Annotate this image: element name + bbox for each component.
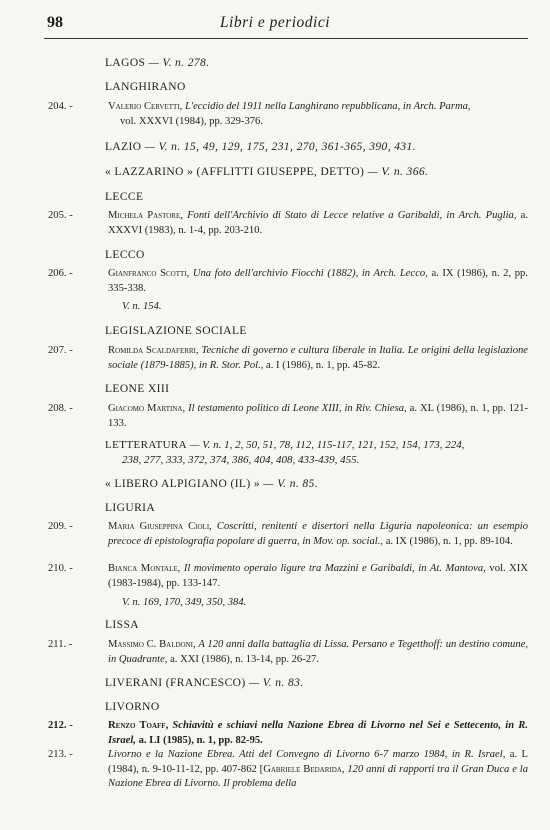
entry-210 — [0, 562, 550, 591]
page-number: 98 — [47, 14, 63, 31]
entry-details: a. IX (1986), n. 1, pp. 89-104. — [385, 535, 513, 547]
heading-livorno — [105, 700, 160, 714]
running-title: Libri e periodici — [219, 14, 331, 31]
heading-label: LAZIO — [105, 141, 142, 153]
heading-xref: — V. n. 366. — [367, 166, 429, 178]
entry-205 — [0, 209, 550, 238]
heading-label: « LAZZARINO » (AFFLITTI GIUSEPPE, DETTO) — [105, 166, 365, 178]
entry-details: a. I (1986), n. 1, pp. 45-82. — [266, 359, 381, 371]
entry-source: in Quadrante, — [108, 653, 168, 665]
entry-number: 209. - — [48, 521, 73, 532]
entry-number: 212. - — [48, 720, 73, 731]
entry-207 — [0, 344, 550, 373]
heading-xref: — V. n. 278. — [148, 57, 210, 69]
entry-source: in R. Israel, — [108, 720, 528, 746]
entry-number: 213. - — [48, 749, 73, 760]
heading-lecco — [105, 248, 145, 262]
entry-author: Romilda Scaldaferri, — [108, 345, 199, 356]
entry-details: a. XXI (1986), n. 13-14, pp. 26-27. — [170, 653, 319, 665]
entry-title: Una foto dell'archivio Fiocchi (1882), — [192, 268, 359, 279]
entry-number: 210. - — [48, 563, 73, 574]
heading-lecce — [105, 190, 143, 204]
heading-letteratura — [105, 438, 528, 468]
entry-author: Renzo Toaff, — [108, 720, 169, 731]
entry-204 — [0, 100, 550, 129]
heading-label: LIVERANI (FRANCESCO) — [105, 677, 246, 689]
entry-author: Bianca Montale, — [108, 563, 181, 574]
entry-209 — [0, 520, 550, 549]
header-rule — [44, 38, 528, 39]
entry-details: a. XL (1986), n. 1, pp. 121-133. — [108, 403, 528, 429]
entry-title: Fonti dell'Archivio di Stato di Lecce relative a Garibaldi, — [187, 210, 443, 221]
entry-details: vol. XXXVI (1984), pp. 329-376. — [120, 115, 264, 127]
heading-xref: — V. n. 1, 2, 50, 51, 78, 112, 115-117, 121, 152, 154, 173, 224, — [189, 439, 465, 451]
heading-lagos — [105, 56, 209, 70]
entry-source: in Mov. op. social., — [302, 535, 384, 547]
entry-source: in Riv. Chiesa, — [344, 403, 407, 414]
entry-title: Coscritti, renitenti e disertori nella Liguria napoleonica: un esempio precoce di epistolografia popolare di guerra, — [108, 521, 529, 547]
heading-libero-alpigiano — [105, 477, 318, 491]
entry-title: A 120 anni dalla battaglia di Lissa. Persano e Tegetthoff: un destino comune, — [198, 639, 528, 650]
entry-title: Livorno e la Nazione Ebrea. Atti del Convegno di Livorno 6-7 marzo 1984, — [108, 749, 448, 760]
entry-number: 208. - — [48, 403, 73, 414]
heading-leone-xiii — [105, 382, 169, 396]
heading-label: LETTERATURA — [105, 439, 188, 451]
entry-details: a. LI (1985), n. 1, pp. 82-95. — [138, 734, 263, 746]
entry-title: L'eccidio del 1911 nella Langhirano repubblicana, — [184, 101, 401, 112]
entry-details: a. IX (1986), n. 2, pp. 335-338. — [108, 268, 528, 294]
entry-author: Giacomo Martina, — [108, 403, 186, 414]
entry-author: Michela Pastore, — [108, 210, 183, 221]
heading-lazio — [105, 140, 416, 154]
entry-208 — [0, 402, 550, 431]
entry-author: Maria Giuseppina Cioli, — [108, 521, 212, 532]
entry-source: in R. Israel, — [451, 749, 506, 760]
entry-206 — [0, 267, 550, 296]
xref-liguria: V. n. 169, 170, 349, 350, 384. — [122, 597, 247, 608]
heading-label: LAGOS — [105, 57, 146, 69]
heading-xref-continued: 238, 277, 333, 372, 374, 386, 404, 408, 433-439, 455. — [122, 454, 360, 466]
entry-number: 206. - — [48, 268, 73, 279]
heading-liverani — [105, 676, 304, 690]
heading-lissa — [105, 618, 139, 632]
entry-details: a. XXXVI (1983), n. 1-4, pp. 203-210. — [108, 210, 529, 236]
entry-213 — [0, 748, 550, 792]
entry-details: vol. XIX (1983-1984), pp. 133-147. — [108, 563, 528, 589]
entry-source: in Arch. Lecco, — [361, 268, 428, 279]
entry-number: 205. - — [48, 210, 73, 221]
entry-number: 211. - — [48, 639, 73, 650]
entry-211 — [0, 638, 550, 667]
entry-title: Il testamento politico di Leone XIII, — [188, 403, 342, 414]
heading-label: LEGISLAZIONE SOCIALE — [105, 325, 247, 337]
heading-legislazione-sociale — [105, 324, 247, 338]
heading-label: LECCO — [105, 249, 145, 261]
entry-subtitle: 120 anni di rapporti tra il Gran Duca e la Nazione Ebrea di Livorno. Il problema della — [108, 763, 529, 790]
entry-source: in Arch. Puglia, — [446, 210, 517, 221]
entry-title: Schiavitù e schiavi nella Nazione Ebrea di Livorno nel Sei e Settecento, — [172, 720, 502, 731]
heading-label: LISSA — [105, 619, 139, 631]
entry-author: Valerio Cervetti, — [108, 101, 183, 112]
entry-number: 204. - — [48, 101, 73, 112]
entry-source: in Arch. Parma, — [402, 101, 471, 112]
entry-title: Il movimento operaio ligure tra Mazzini e Garibaldi, — [183, 563, 415, 574]
heading-xref: — V. n. 83. — [248, 677, 304, 689]
heading-liguria — [105, 501, 155, 515]
heading-label: « LIBERO ALPIGIANO (IL) » — [105, 478, 261, 490]
heading-label: LIGURIA — [105, 502, 156, 514]
entry-details: a. L (1984), n. 9-10-11-12, pp. 407-862 [ — [108, 749, 528, 775]
entry-source: in At. Mantova, — [418, 563, 486, 574]
heading-label: LECCE — [105, 191, 144, 203]
entry-number: 207. - — [48, 345, 73, 356]
entry-author: Massimo C. Baldoni, — [108, 639, 196, 650]
heading-lazzarino — [105, 165, 428, 179]
entry-title: Tecniche di governo e cultura liberale in Italia. Le origini della legislazione sociale (1879-1885), — [108, 345, 528, 371]
entry-212 — [0, 719, 550, 748]
heading-xref: — V. n. 85. — [263, 478, 318, 490]
heading-label: LANGHIRANO — [105, 81, 186, 93]
heading-label: LIVORNO — [105, 701, 160, 713]
entry-source: in R. Stor. Pol., — [198, 359, 264, 371]
heading-label: LEONE XIII — [105, 383, 170, 395]
heading-langhirano — [105, 80, 186, 94]
entry-author: Gabriele Bedarida, — [263, 763, 345, 775]
heading-xref: — V. n. 15, 49, 129, 175, 231, 270, 361-365, 390, 431. — [144, 141, 416, 153]
entry-author: Gianfranco Scotti, — [108, 268, 190, 279]
xref-lecco: V. n. 154. — [122, 301, 162, 312]
